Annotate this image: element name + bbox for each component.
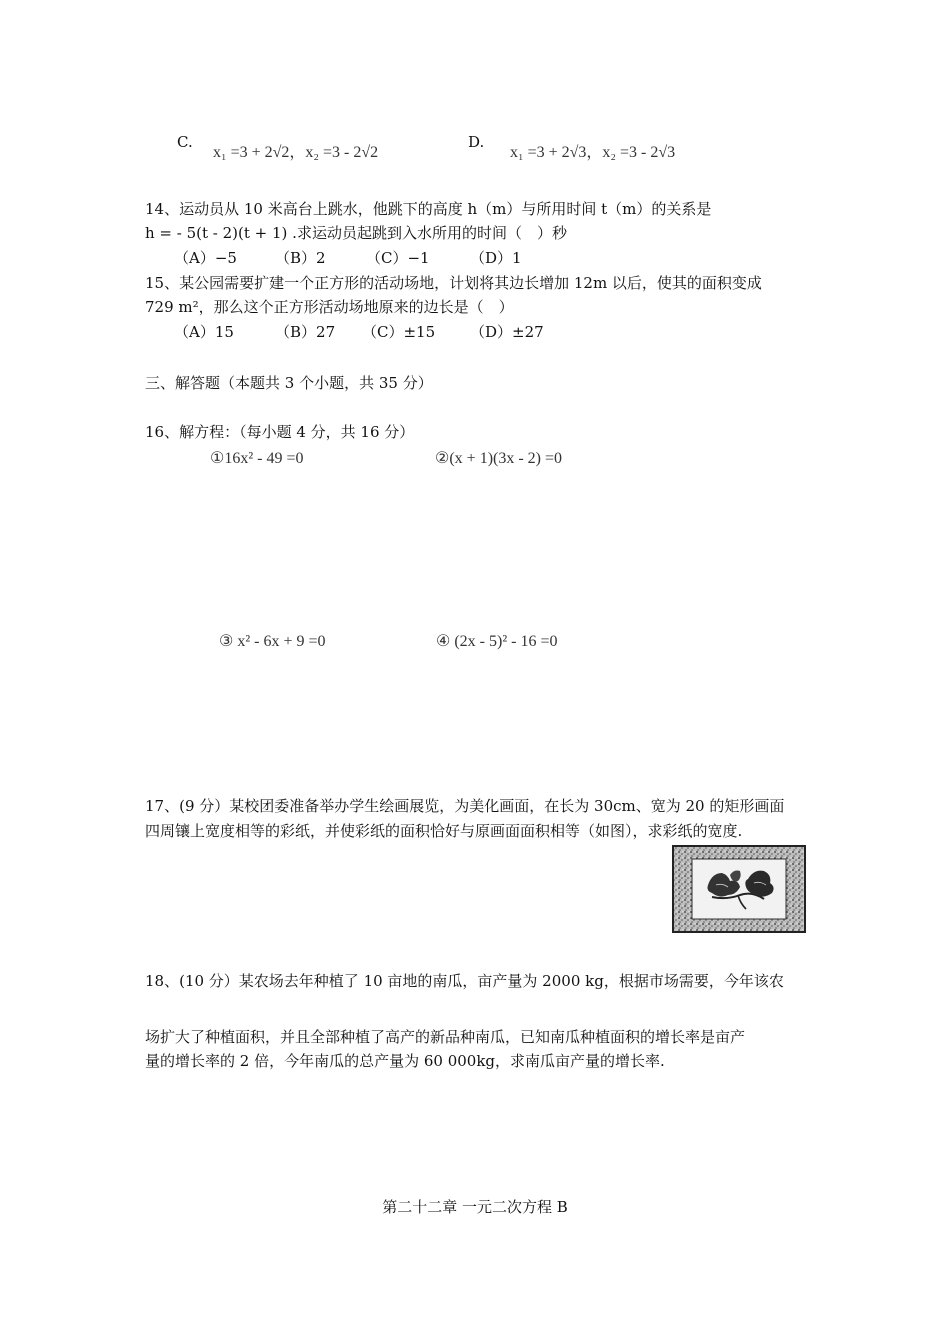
q16-title: 16、解方程：（每小题 4 分，共 16 分） [145, 423, 415, 441]
q15-line-2: 729 m²，那么这个正方形活动场地原来的边长是（ ） [145, 298, 514, 316]
q15-line-1: 15、某公园需要扩建一个正方形的活动场地，计划将其边长增加 12m 以后，使其的面积变成 [145, 274, 762, 292]
q14-option-b: （B）2 [275, 249, 326, 267]
q16-equation-1: ①16x² - 49 =0 [210, 450, 304, 467]
q13-option-d-equation: x₁ =3 + 2√3，x₂ =3 - 2√3 [510, 144, 676, 161]
q15-option-b: （B）27 [275, 323, 336, 341]
q16-equation-2: ②(x + 1)(3x - 2) =0 [435, 450, 563, 467]
q14-option-a: （A）−5 [174, 249, 237, 267]
q14-line-2: h = - 5(t - 2)(t + 1) .求运动员起跳到入水所用的时间（ ）秒 [145, 224, 567, 242]
q15-option-c: （C）±15 [362, 323, 436, 341]
q18-line-2: 场扩大了种植面积，并且全部种植了高产的新品种南瓜，已知南瓜种植面积的增长率是亩产 [145, 1028, 746, 1046]
q16-equation-3: ③ x² - 6x + 9 =0 [219, 633, 326, 650]
q13-option-c-equation: x₁ =3 + 2√2，x₂ =3 - 2√2 [213, 144, 379, 161]
q13-option-d-label: D. [468, 133, 485, 151]
q16-equation-4: ④ (2x - 5)² - 16 =0 [436, 633, 558, 650]
q17-line-2: 四周镶上宽度相等的彩纸，并使彩纸的面积恰好与原画面面积相等（如图），求彩纸的宽度. [145, 822, 743, 840]
page-footer: 第二十二章 一元二次方程 B [382, 1198, 568, 1216]
q18-line-1: 18、(10 分）某农场去年种植了 10 亩地的南瓜，亩产量为 2000 kg，根据市场需要，今年该农 [145, 972, 784, 990]
painting-frame-figure [672, 845, 806, 933]
q14-option-c: （C）−1 [366, 249, 430, 267]
q15-option-a: （A）15 [174, 323, 234, 341]
q14-line-1: 14、运动员从 10 米高台上跳水，他跳下的高度 h（m）与所用时间 t（m）的关系是 [145, 200, 712, 218]
q18-line-3: 量的增长率的 2 倍，今年南瓜的总产量为 60 000kg，求南瓜亩产量的增长率. [145, 1052, 665, 1070]
q14-option-d: （D）1 [470, 249, 522, 267]
q17-line-1: 17、(9 分）某校团委准备举办学生绘画展览，为美化画面，在长为 30cm、宽为 20 的矩形画面 [145, 797, 785, 815]
q15-option-d: （D）±27 [470, 323, 544, 341]
q13-option-c-label: C. [177, 133, 193, 151]
section-3-heading: 三、解答题（本题共 3 个小题，共 35 分） [145, 374, 433, 392]
